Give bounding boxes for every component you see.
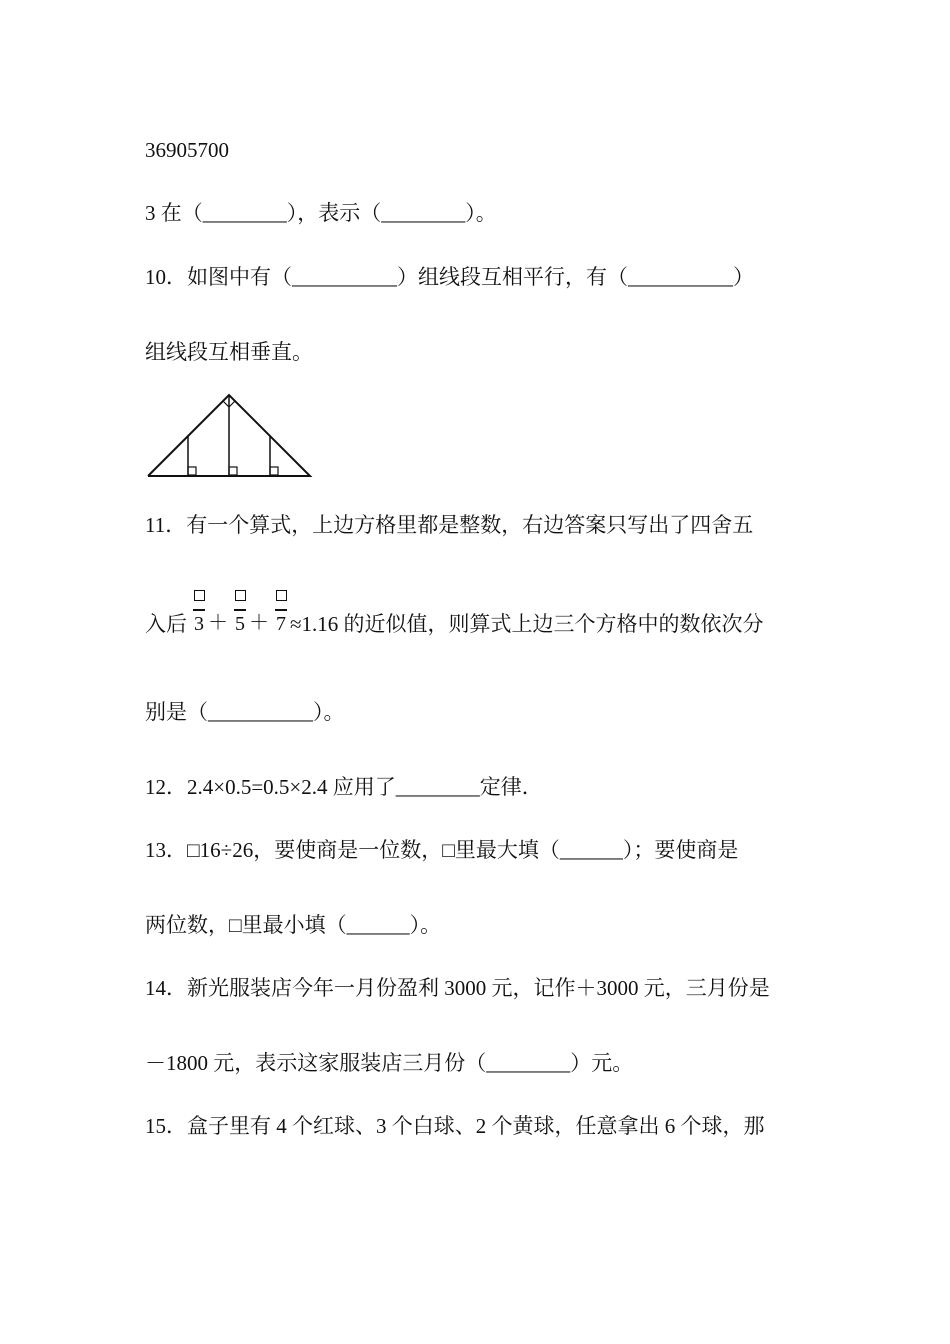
text-line-digit-meaning: 3 在（________），表示（________）。 <box>145 201 497 225</box>
question-14-line-2: －1800 元，表示这家服装店三月份（________）元。 <box>145 1051 634 1075</box>
question-11-approx-text: ≈1.16 的近似值，则算式上边三个方格中的数依次分 <box>290 612 764 636</box>
blank-box-2 <box>235 590 246 601</box>
fraction-bar-3 <box>275 609 287 611</box>
question-12: 12．2.4×0.5=0.5×2.4 应用了________定律． <box>145 775 543 799</box>
question-11-line-3: 别是（__________）。 <box>145 700 345 724</box>
triangle-figure <box>145 390 315 480</box>
question-11-prefix: 入后 <box>145 612 187 636</box>
denominator-3: 3 <box>194 613 204 635</box>
plus-sign-2: ＋ <box>249 612 269 634</box>
question-13-line-2: 两位数，□里最小填（______）。 <box>145 913 442 937</box>
question-15-line-1: 15．盒子里有 4 个红球、3 个白球、2 个黄球，任意拿出 6 个球，那 <box>145 1114 765 1138</box>
question-10-line-1: 10．如图中有（__________）组线段互相平行，有（__________） <box>145 265 754 289</box>
fraction-bar-1 <box>193 609 205 611</box>
question-10-line-2: 组线段互相垂直。 <box>145 340 313 364</box>
blank-box-1 <box>194 590 205 601</box>
fraction-bar-2 <box>234 609 246 611</box>
question-13-line-1: 13．□16÷26，要使商是一位数，□里最大填（______）；要使商是 <box>145 838 739 862</box>
question-11-line-1: 11．有一个算式，上边方格里都是整数，右边答案只写出了四舍五 <box>145 513 754 537</box>
text-line-number: 36905700 <box>145 138 229 162</box>
blank-box-3 <box>276 590 287 601</box>
plus-sign-1: ＋ <box>208 612 228 634</box>
question-14-line-1: 14．新光服装店今年一月份盈利 3000 元，记作＋3000 元，三月份是 <box>145 976 770 1000</box>
denominator-7: 7 <box>276 613 286 635</box>
denominator-5: 5 <box>235 613 245 635</box>
